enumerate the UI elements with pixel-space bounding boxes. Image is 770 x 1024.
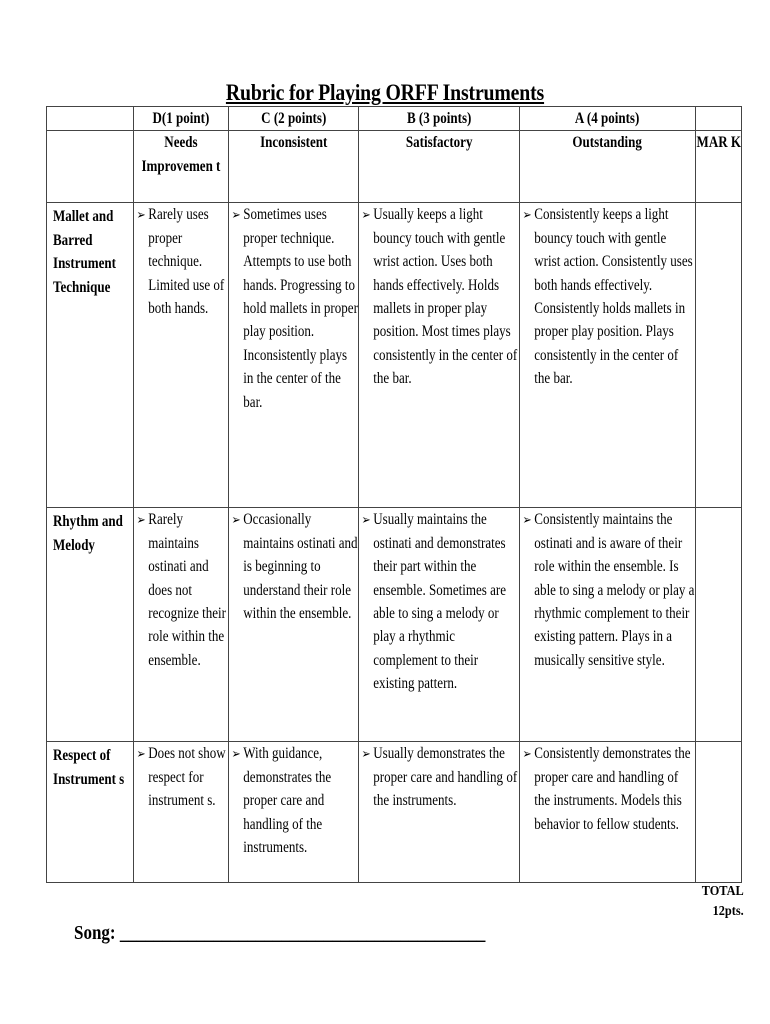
header-corner-cell — [47, 107, 134, 131]
descriptor-c: ➢ Occasionally maintains ostinati and is beginning to understand their role within the ensemble. — [229, 508, 359, 742]
descriptor-a: ➢ Consistently maintains the ostinati and is aware of their role within the ensemble. Is able to sing a melody or play a rhythmic complement to their existing pattern. Plays in a musically sensitive style. — [520, 508, 696, 742]
descriptor-a: ➢ Consistently demonstrates the proper care and handling of the instruments. Models this behavior to fellow students. — [520, 742, 696, 883]
header-b-level: Satisfactory — [359, 131, 520, 203]
header-d-points: D(1 point) — [134, 107, 229, 131]
header-a-level: Outstanding — [520, 131, 696, 203]
header-mark-empty — [696, 107, 742, 131]
header-row-levels — [47, 131, 742, 203]
criterion-label: Rhythm and Melody — [47, 508, 134, 742]
arrowhead-bullet-icon: ➢ — [361, 746, 371, 762]
arrowhead-bullet-icon: ➢ — [231, 746, 241, 762]
rubric-row-rhythm — [47, 508, 742, 742]
total-label: TOTAL — [701, 884, 744, 899]
header-c-points: C (2 points) — [229, 107, 359, 131]
mark-cell[interactable] — [696, 742, 742, 883]
criterion-label: Respect of Instrument s — [47, 742, 134, 883]
arrowhead-bullet-icon: ➢ — [136, 207, 146, 223]
criterion-label: Mallet and Barred Instrument Technique — [47, 203, 134, 508]
arrowhead-bullet-icon: ➢ — [136, 746, 146, 762]
total-points: 12pts. — [712, 904, 744, 919]
page-title: Rubric for Playing ORFF Instruments — [225, 80, 545, 105]
arrowhead-bullet-icon: ➢ — [231, 207, 241, 223]
descriptor-b: ➢ Usually demonstrates the proper care and handling of the instruments. — [359, 742, 520, 883]
arrowhead-bullet-icon: ➢ — [231, 512, 241, 528]
header-a-points: A (4 points) — [520, 107, 696, 131]
arrowhead-bullet-icon: ➢ — [522, 207, 532, 223]
descriptor-b: ➢ Usually maintains the ostinati and demonstrates their part within the ensemble. Sometimes are able to sing a melody or play a rhythmic complement to their existing pattern. — [359, 508, 520, 742]
descriptor-d: ➢ Rarely maintains ostinati and does not recognize their role within the ensemble. — [134, 508, 229, 742]
arrowhead-bullet-icon: ➢ — [361, 207, 371, 223]
header-blank-cell — [47, 131, 134, 203]
header-row-points — [47, 107, 742, 131]
descriptor-d: ➢ Rarely uses proper technique. Limited use of both hands. — [134, 203, 229, 508]
mark-cell[interactable] — [696, 508, 742, 742]
descriptor-c: ➢ Sometimes uses proper technique. Attempts to use both hands. Progressing to hold mallets in proper play position. Inconsistently plays in the center of the bar. — [229, 203, 359, 508]
rubric-table — [46, 106, 742, 883]
descriptor-b: ➢ Usually keeps a light bouncy touch with gentle wrist action. Uses both hands effectively. Holds mallets in proper play position. Most times plays consistently in the center of the bar. — [359, 203, 520, 508]
song-field[interactable]: Song: ___________________________________________ — [74, 922, 486, 944]
header-mark: MAR K — [696, 131, 742, 203]
arrowhead-bullet-icon: ➢ — [136, 512, 146, 528]
rubric-row-technique — [47, 203, 742, 508]
descriptor-c: ➢ With guidance, demonstrates the proper care and handling of the instruments. — [229, 742, 359, 883]
rubric-row-respect — [47, 742, 742, 883]
arrowhead-bullet-icon: ➢ — [361, 512, 371, 528]
descriptor-d: ➢ Does not show respect for instrument s. — [134, 742, 229, 883]
header-d-level: Needs Improvemen t — [134, 131, 229, 203]
header-c-level: Inconsistent — [229, 131, 359, 203]
arrowhead-bullet-icon: ➢ — [522, 746, 532, 762]
mark-cell[interactable] — [696, 203, 742, 508]
total-block — [702, 882, 744, 922]
arrowhead-bullet-icon: ➢ — [522, 512, 532, 528]
descriptor-a: ➢ Consistently keeps a light bouncy touch with gentle wrist action. Consistently uses both hands effectively. Consistently holds mallets in proper play position. Plays consistently in the center of the bar. — [520, 203, 696, 508]
header-b-points: B (3 points) — [359, 107, 520, 131]
